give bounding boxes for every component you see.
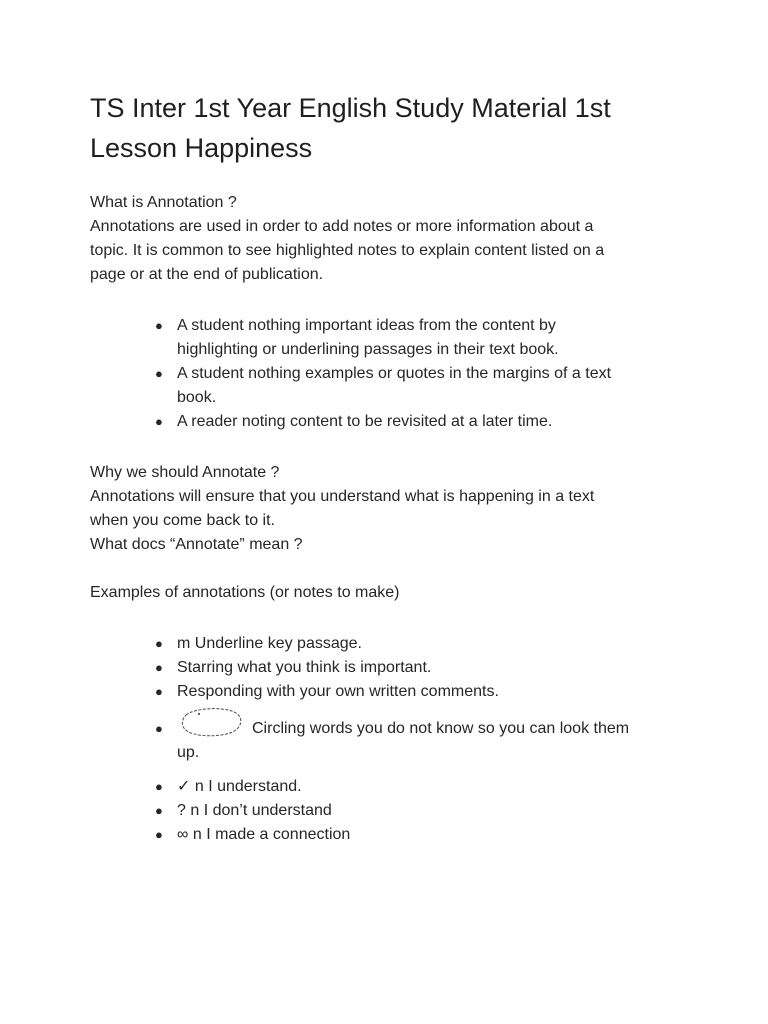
annotation-examples-list bbox=[90, 314, 690, 434]
section-heading-examples: Examples of annotations (or notes to make) bbox=[90, 584, 400, 601]
bullet-icon: ● bbox=[155, 366, 163, 381]
page-title bbox=[90, 88, 690, 168]
examples-heading-block bbox=[90, 581, 670, 605]
list-item-text: book. bbox=[177, 389, 217, 406]
symbol-legend-list bbox=[90, 775, 690, 847]
list-item bbox=[90, 775, 690, 799]
title-line-2: Lesson Happiness bbox=[90, 133, 313, 163]
section-heading-why-annotate: Why we should Annotate ? bbox=[90, 464, 280, 481]
list-item-text: highlighting or underlining passages in their text book. bbox=[177, 341, 559, 358]
list-item-text: A student nothing examples or quotes in the margins of a text bbox=[177, 365, 612, 382]
list-item bbox=[90, 823, 690, 847]
notes-to-make-list bbox=[90, 632, 690, 704]
paragraph-line: topic. It is common to see highlighted notes to explain content listed on a bbox=[90, 242, 605, 259]
list-item bbox=[90, 410, 690, 434]
section-heading-what-is-annotation: What is Annotation ? bbox=[90, 194, 237, 211]
bullet-icon: ● bbox=[155, 318, 163, 333]
list-item bbox=[90, 799, 690, 823]
bullet-icon: ● bbox=[155, 660, 163, 675]
list-item-text: Circling words you do not know so you can look them bbox=[252, 720, 630, 737]
list-item-text: A student nothing important ideas from the content by bbox=[177, 317, 556, 334]
list-item-text: ? n I don’t understand bbox=[177, 802, 332, 819]
list-item bbox=[90, 314, 690, 362]
list-item bbox=[90, 632, 690, 656]
why-annotate-section bbox=[90, 461, 670, 557]
paragraph-line: What docs “Annotate” mean ? bbox=[90, 536, 303, 553]
list-item bbox=[90, 680, 690, 704]
list-item-text: ∞ n I made a connection bbox=[177, 826, 351, 843]
bullet-icon: ● bbox=[155, 721, 163, 736]
paragraph-line: Annotations are used in order to add notes or more information about a bbox=[90, 218, 594, 235]
bullet-icon: ● bbox=[155, 827, 163, 842]
list-item-text: Starring what you think is important. bbox=[177, 659, 432, 676]
list-item-text: Responding with your own written comments. bbox=[177, 683, 499, 700]
title-line-1: TS Inter 1st Year English Study Material 1st bbox=[90, 93, 611, 123]
list-item-text: m Underline key passage. bbox=[177, 635, 362, 652]
list-item bbox=[90, 656, 690, 680]
bullet-icon: ● bbox=[155, 684, 163, 699]
list-item-text: up. bbox=[177, 744, 200, 761]
hand-drawn-circle-icon bbox=[180, 705, 244, 739]
list-item bbox=[90, 362, 690, 410]
annotation-definition-section bbox=[90, 191, 670, 287]
paragraph-line: Annotations will ensure that you understand what is happening in a text bbox=[90, 488, 595, 505]
paragraph-line: when you come back to it. bbox=[90, 512, 275, 529]
bullet-icon: ● bbox=[155, 636, 163, 651]
list-item bbox=[90, 705, 690, 761]
bullet-icon: ● bbox=[155, 803, 163, 818]
paragraph-line: page or at the end of publication. bbox=[90, 266, 324, 283]
circling-list-item bbox=[90, 705, 690, 761]
bullet-icon: ● bbox=[155, 779, 163, 794]
bullet-icon: ● bbox=[155, 414, 163, 429]
list-item-text: A reader noting content to be revisited at a later time. bbox=[177, 413, 553, 430]
list-item-text: ✓ n I understand. bbox=[177, 778, 302, 795]
